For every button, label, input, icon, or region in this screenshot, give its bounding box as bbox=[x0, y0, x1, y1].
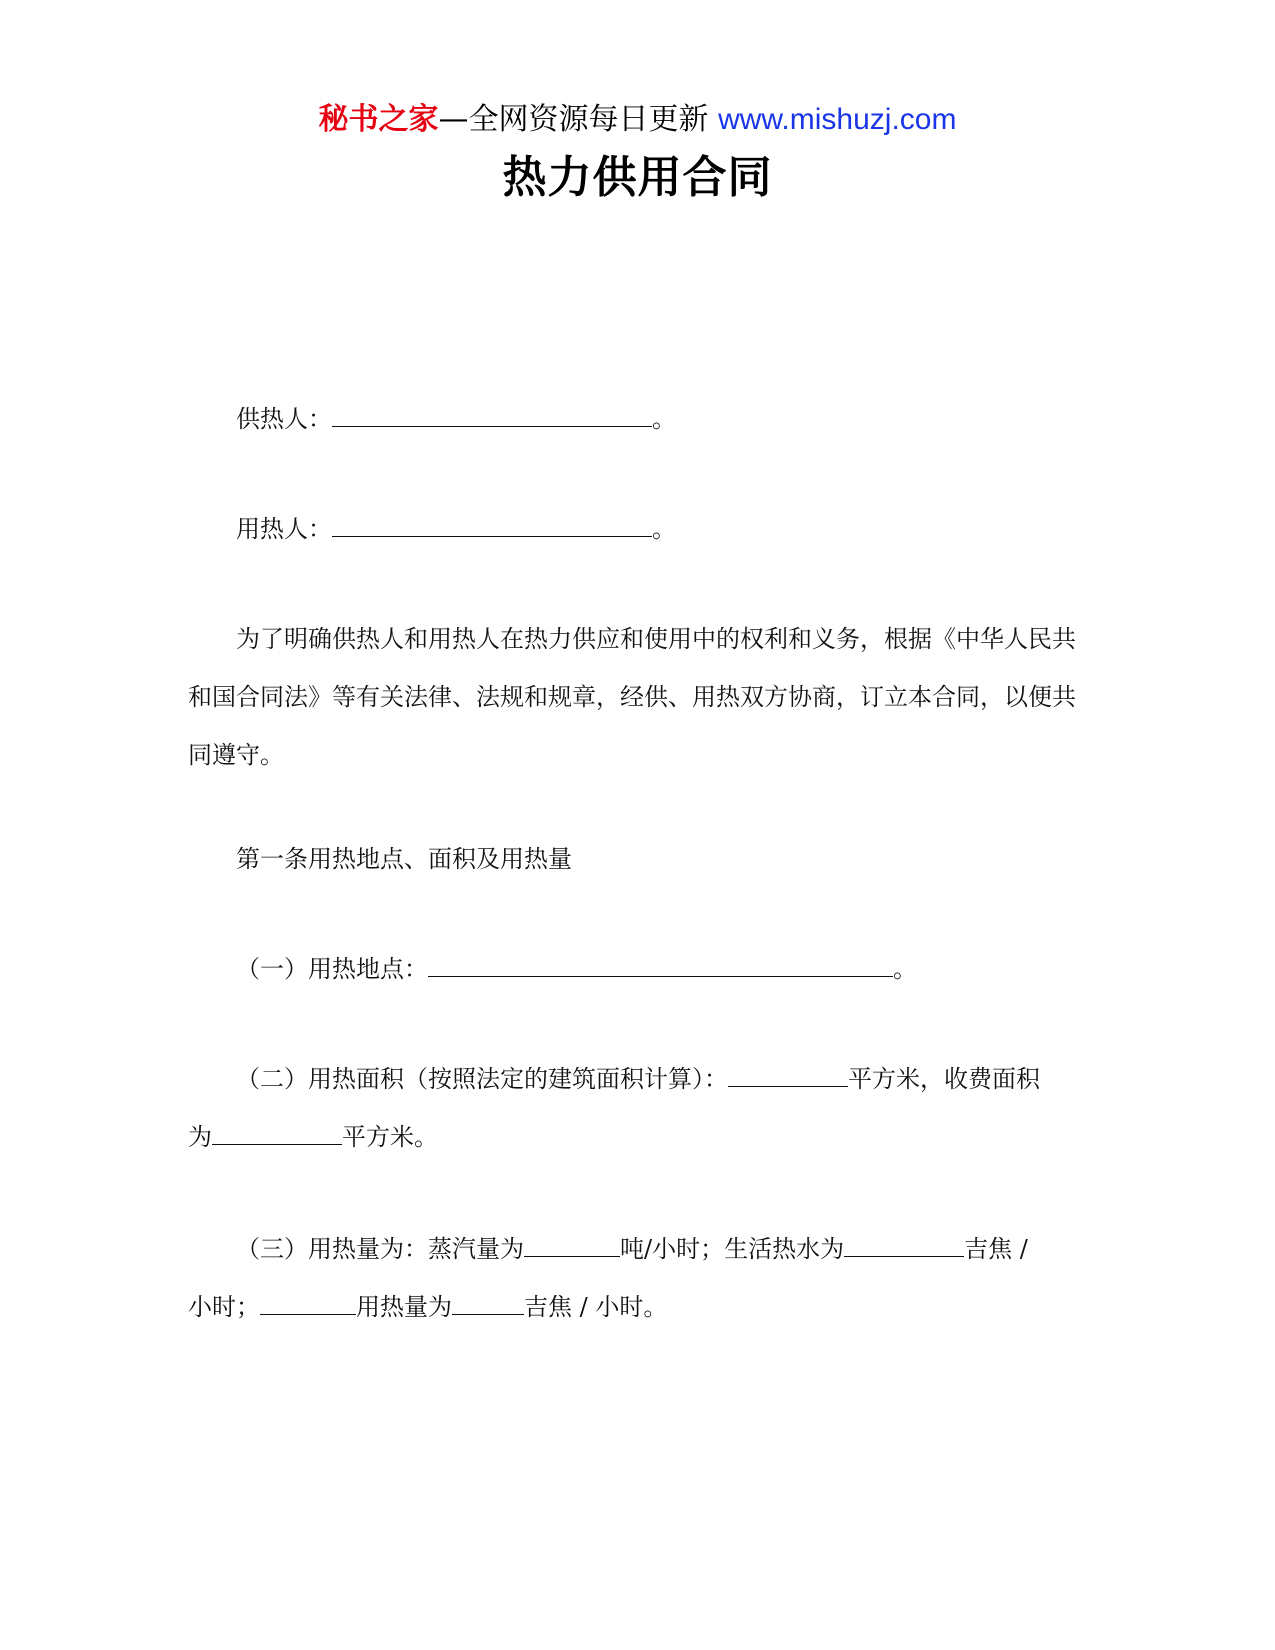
article1-item3 bbox=[188, 1220, 1088, 1336]
item1-end: 。 bbox=[893, 955, 917, 983]
item2-blank-1 bbox=[728, 1064, 848, 1087]
supplier-blank bbox=[332, 404, 652, 427]
item1-blank bbox=[428, 954, 893, 977]
banner-slogan: —全网资源每日更新 bbox=[438, 102, 709, 137]
user-label: 用热人： bbox=[236, 515, 332, 543]
item3-blank-4 bbox=[452, 1292, 524, 1315]
item1-label: （一）用热地点： bbox=[236, 955, 428, 983]
item3-text-f: 吉焦 / 小时。 bbox=[524, 1293, 668, 1321]
item3-blank-2 bbox=[844, 1234, 964, 1257]
article1-item1 bbox=[188, 940, 1088, 998]
item3-text-e: 用热量为 bbox=[356, 1293, 452, 1321]
preamble-paragraph: 为了明确供热人和用热人在热力供应和使用中的权利和义务，根据《中华人民共和国合同法》等有关法律、法规和规章，经供、用热双方协商，订立本合同，以便共同遵守。 bbox=[188, 625, 1076, 769]
item3-text-b: 吨/小时；生活热水为 bbox=[620, 1235, 845, 1263]
article1-item2 bbox=[188, 1050, 1088, 1166]
site-banner bbox=[0, 100, 1275, 140]
item3-text-a: （三）用热量为：蒸汽量为 bbox=[236, 1235, 524, 1263]
item3-blank-3 bbox=[260, 1292, 356, 1315]
item3-blank-1 bbox=[524, 1234, 620, 1257]
item2-text-b: 平方米，收费面积 bbox=[848, 1065, 1040, 1093]
item3-text-d: 小时； bbox=[188, 1293, 260, 1321]
item2-blank-2 bbox=[212, 1122, 342, 1145]
banner-url[interactable]: www.mishuzj.com bbox=[718, 103, 957, 136]
supplier-line bbox=[188, 390, 1088, 448]
supplier-end: 。 bbox=[652, 405, 676, 433]
item2-text-a: （二）用热面积（按照法定的建筑面积计算）： bbox=[236, 1065, 728, 1093]
user-end: 。 bbox=[652, 515, 676, 543]
item2-text-c: 为 bbox=[188, 1123, 212, 1151]
user-blank bbox=[332, 514, 652, 537]
supplier-label: 供热人： bbox=[236, 405, 332, 433]
banner-brand: 秘书之家 bbox=[318, 102, 439, 137]
item3-text-c: 吉焦 / bbox=[964, 1235, 1028, 1263]
user-line bbox=[188, 500, 1088, 558]
article1-heading: 第一条用热地点、面积及用热量 bbox=[236, 845, 572, 873]
document-title: 热力供用合同 bbox=[502, 152, 773, 203]
item2-text-d: 平方米。 bbox=[342, 1123, 438, 1151]
